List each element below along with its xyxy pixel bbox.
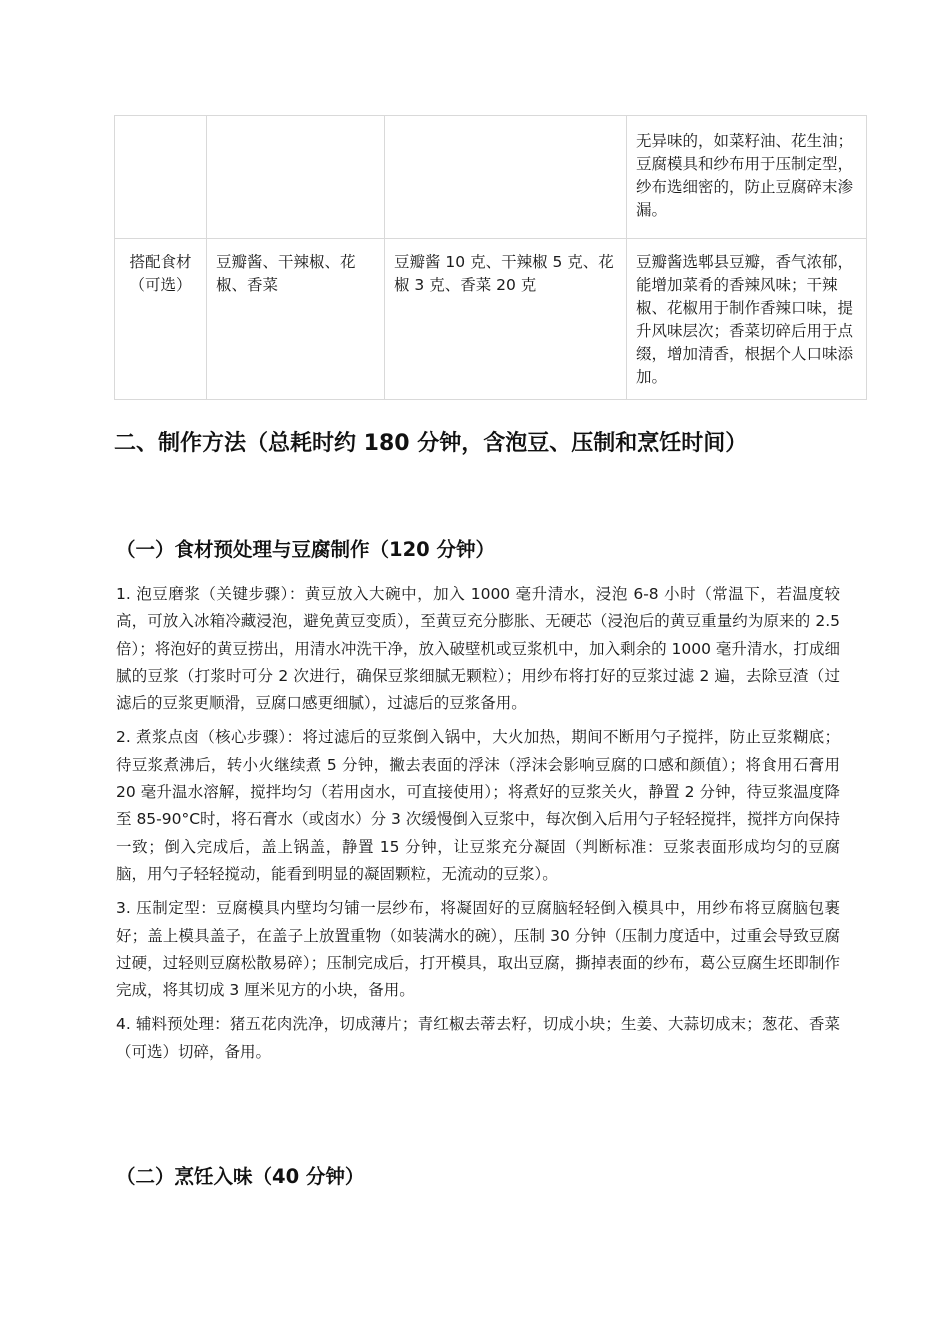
table-row [115, 116, 867, 239]
table-row [115, 239, 867, 400]
step-paragraph: 1. 泡豆磨浆（关键步骤）：黄豆放入大碗中，加入 1000 毫升清水，浸泡 6-8 小时（常温下，若温度较高，可放入冰箱冷藏浸泡，避免黄豆变质），至黄豆充分膨胀、无硬芯（浸泡后的黄豆重量约为原来的 2.5 倍）；将泡好的黄豆捞出，用清水冲洗干净，放入破壁机或豆浆机中，加入剩余的 1000 毫升清水，打成细腻的豆浆（打浆时可分 2 次进行，确保豆浆细腻无颗粒）；用纱布将打好的豆浆过滤 2 遍，去除豆渣（过滤后的豆浆更顺滑，豆腐口感更细腻），过滤后的豆浆备用。 [116, 585, 840, 713]
step-paragraph: 3. 压制定型：豆腐模具内壁均匀铺一层纱布，将凝固好的豆腐脑轻轻倒入模具中，用纱布将豆腐脑包裹好；盖上模具盖子，在盖子上放置重物（如装满水的碗），压制 30 分钟（压制力度适中，过重会导致豆腐过硬，过轻则豆腐松散易碎）；压制完成后，打开模具，取出豆腐，撕掉表面的纱布，葛公豆腐生坯即制作完成，将其切成 3 厘米见方的小块，备用。 [116, 899, 840, 1000]
ingredients-table [114, 115, 867, 400]
subsection-heading-cooking: （二）烹饪入味（40 分钟） [116, 1165, 365, 1188]
table-cell-note: 豆瓣酱选郫县豆瓣，香气浓郁，能增加菜肴的香辣风味；干辣椒、花椒用于制作香辣口味，提升风味层次；香菜切碎后用于点缀，增加清香，根据个人口味添加。 [627, 239, 867, 400]
subsection-heading-preparation: （一）食材预处理与豆腐制作（120 分钟） [116, 538, 495, 561]
section-heading: 二、制作方法（总耗时约 180 分钟，含泡豆、压制和烹饪时间） [114, 431, 748, 456]
table-cell-name [115, 116, 207, 239]
table-cell-amount [385, 116, 627, 239]
table-cell-amount: 豆瓣酱 10 克、干辣椒 5 克、花椒 3 克、香菜 20 克 [385, 239, 627, 400]
step-paragraph: 2. 煮浆点卤（核心步骤）：将过滤后的豆浆倒入锅中，大火加热，期间不断用勺子搅拌，防止豆浆糊底；待豆浆煮沸后，转小火继续煮 5 分钟，撇去表面的浮沫（浮沫会影响豆腐的口感和颜值）；将食用石膏用 20 毫升温水溶解，搅拌均匀（若用卤水，可直接使用）；将煮好的豆浆关火，静置 2 分钟，待豆浆温度降至 85-90°C时，将石膏水（或卤水）分 3 次缓慢倒入豆浆中，每次倒入后用勺子轻轻搅拌，搅拌方向保持一致；倒入完成后，盖上锅盖，静置 15 分钟，让豆浆充分凝固（判断标准：豆浆表面形成均匀的豆腐脑，用勺子轻轻搅动，能看到明显的凝固颗粒，无流动的豆浆）。 [116, 728, 840, 883]
table-cell-items [207, 116, 385, 239]
table-cell-name: 搭配食材（可选） [115, 239, 207, 400]
table-cell-items: 豆瓣酱、干辣椒、花椒、香菜 [207, 239, 385, 400]
steps-list [116, 581, 840, 1073]
step-paragraph: 4. 辅料预处理：猪五花肉洗净，切成薄片；青红椒去蒂去籽，切成小块；生姜、大蒜切成末；葱花、香菜（可选）切碎，备用。 [116, 1015, 840, 1061]
table-cell-note: 无异味的，如菜籽油、花生油；豆腐模具和纱布用于压制定型，纱布选细密的，防止豆腐碎末渗漏。 [627, 116, 867, 239]
